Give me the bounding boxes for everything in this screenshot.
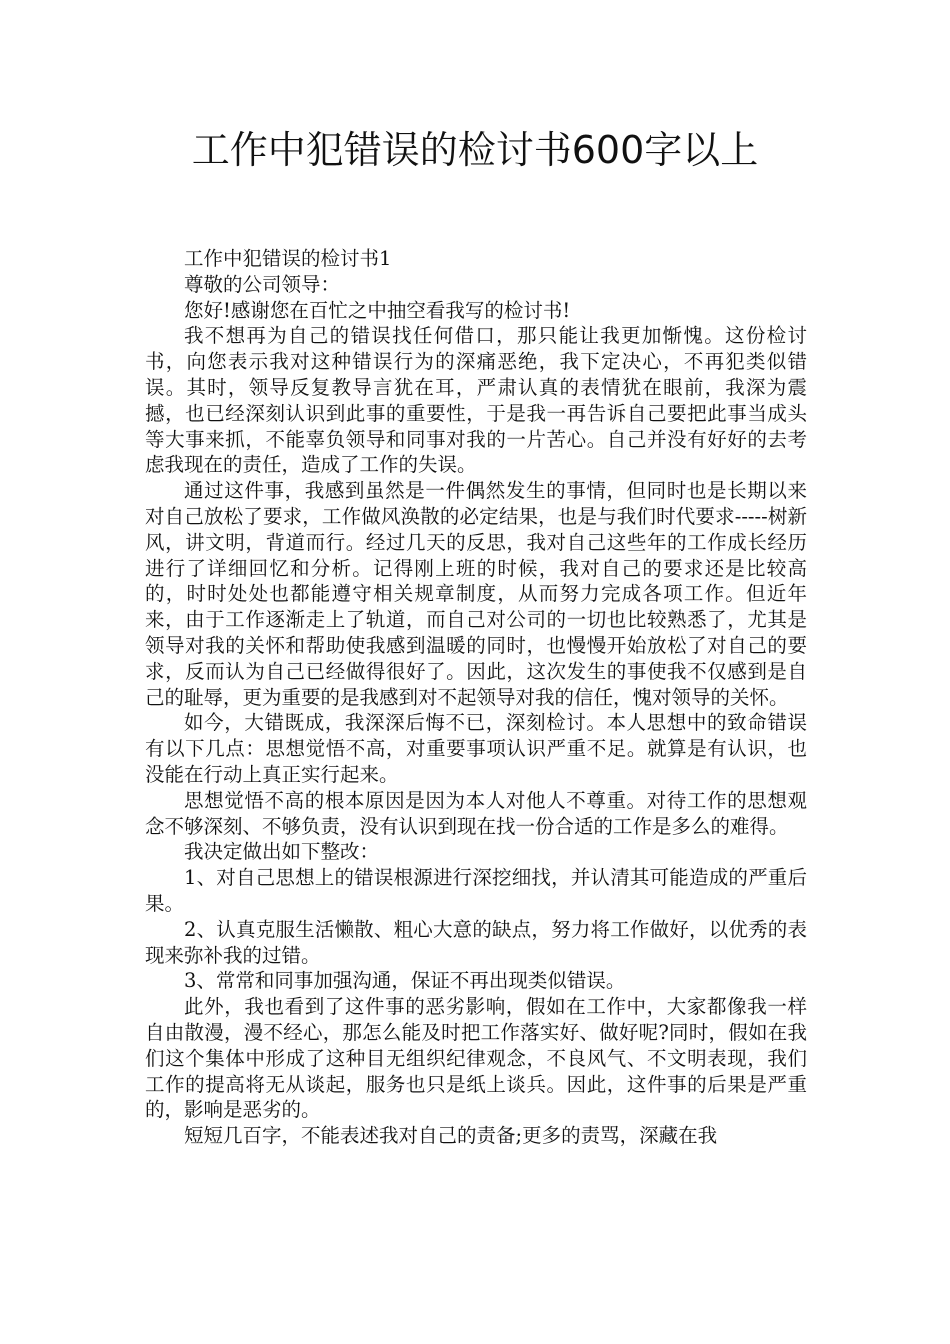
list-item: 3、常常和同事加强沟通，保证不再出现类似错误。 xyxy=(184,969,626,993)
paragraph: 通过这件事，我感到虽然是一件偶然发生的事情，但同时也是长期以来对自己放松了要求，工作做风涣散的必定结果，也是与我们时代要求-----树新风，讲文明，背道而行。经过几天的反思，我对自己这些年的工作成长经历进行了详细回忆和分析。记得刚上班的时候，我对自己的要求还是比较高的，时时处处也都能遵守相关规章制度，从而努力完成各项工作。但近年来，由于工作逐渐走上了轨道，而自己对公司的一切也比较熟悉了，尤其是领导对我的关怀和帮助使我感到温暖的同时，也慢慢开始放松了对自己的要求，反而认为自己已经做得很好了。因此，这次发生的事使我不仅感到是自己的耻辱，更为重要的是我感到对不起领导对我的信任，愧对领导的关怀。 xyxy=(145,479,807,709)
paragraph: 我决定做出如下整改： xyxy=(184,840,380,864)
paragraph: 短短几百字，不能表述我对自己的责备;更多的责骂，深藏在我 xyxy=(184,1124,718,1148)
document-body xyxy=(145,246,807,1149)
paragraph: 如今，大错既成，我深深后悔不已，深刻检讨。本人思想中的致命错误有以下几点：思想觉悟不高，对重要事项认识严重不足。就算是有认识，也没能在行动上真正实行起来。 xyxy=(145,711,807,786)
document-title: 工作中犯错误的检讨书600字以上 xyxy=(191,128,759,172)
list-item: 1、对自己思想上的错误根源进行深挖细找，并认清其可能造成的严重后果。 xyxy=(145,866,807,915)
paragraph-salutation: 尊敬的公司领导： xyxy=(184,272,341,296)
paragraph-greeting: 您好!感谢您在百忙之中抽空看我写的检讨书! xyxy=(184,298,571,322)
paragraph: 我不想再为自己的错误找任何借口，那只能让我更加惭愧。这份检讨书，向您表示我对这种错误行为的深痛恶绝，我下定决心，不再犯类似错误。其时，领导反复教导言犹在耳，严肃认真的表情犹在眼前，我深为震撼，也已经深刻认识到此事的重要性，于是我一再告诉自己要把此事当成头等大事来抓，不能辜负领导和同事对我的一片苦心。自己并没有好好的去考虑我现在的责任，造成了工作的失误。 xyxy=(145,324,807,477)
paragraph: 思想觉悟不高的根本原因是因为本人对他人不尊重。对待工作的思想观念不够深刻、不够负责，没有认识到现在找一份合适的工作是多么的难得。 xyxy=(145,788,807,838)
paragraph: 此外，我也看到了这件事的恶劣影响，假如在工作中，大家都像我一样自由散漫，漫不经心，那怎么能及时把工作落实好、做好呢?同时，假如在我们这个集体中形成了这种目无组织纪律观念，不良风气、不文明表现，我们工作的提高将无从谈起，服务也只是纸上谈兵。因此，这件事的后果是严重的，影响是恶劣的。 xyxy=(145,995,807,1122)
paragraph-heading: 工作中犯错误的检讨书1 xyxy=(184,247,392,270)
list-item: 2、认真克服生活懒散、粗心大意的缺点，努力将工作做好，以优秀的表现来弥补我的过错。 xyxy=(145,917,807,967)
